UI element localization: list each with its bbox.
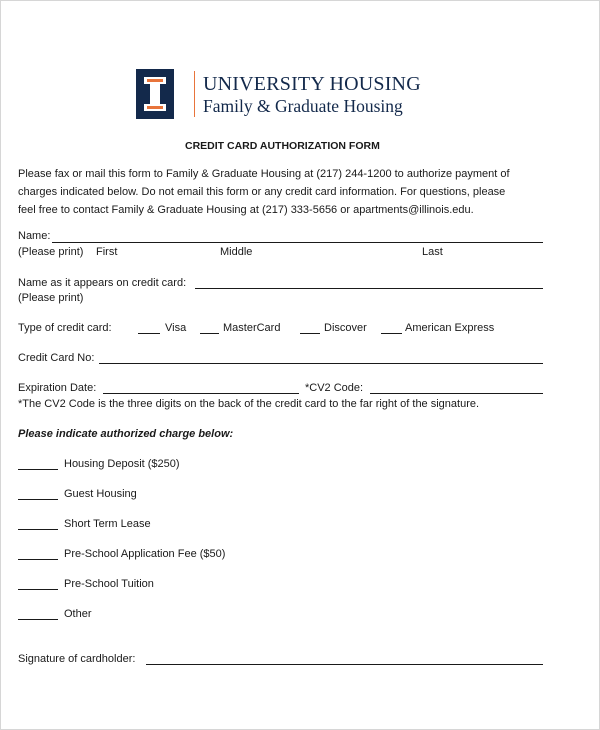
- card-name-label: Name as it appears on credit card:: [18, 277, 187, 289]
- charge-housing-deposit: Housing Deposit ($250): [64, 458, 180, 470]
- card-type-visa: Visa: [165, 322, 187, 334]
- intro-line-2: charges indicated below. Do not email this form or any credit card information. For questions, please: [18, 186, 506, 198]
- charge-blank-guest-housing[interactable]: [18, 499, 58, 500]
- amex-checkbox-line[interactable]: [381, 333, 402, 334]
- name-input-line[interactable]: [52, 242, 543, 243]
- org-name: UNIVERSITY HOUSING: [203, 73, 421, 95]
- expiration-input-line[interactable]: [103, 393, 299, 394]
- card-number-label: Credit Card No:: [18, 352, 95, 364]
- cv2-label: *CV2 Code:: [305, 382, 364, 394]
- card-type-mastercard: MasterCard: [223, 322, 281, 334]
- name-middle-label: Middle: [220, 246, 253, 258]
- name-hint: (Please print): [18, 246, 84, 258]
- logo-divider: [194, 71, 195, 117]
- card-name-hint: (Please print): [18, 292, 84, 304]
- charge-blank-preschool-fee[interactable]: [18, 559, 58, 560]
- card-number-input-line[interactable]: [99, 363, 543, 364]
- mastercard-checkbox-line[interactable]: [200, 333, 219, 334]
- charge-guest-housing: Guest Housing: [64, 488, 137, 500]
- card-name-input-line[interactable]: [195, 288, 543, 289]
- charge-blank-housing-deposit[interactable]: [18, 469, 58, 470]
- charges-heading: Please indicate authorized charge below:: [18, 428, 234, 440]
- name-label: Name:: [18, 230, 51, 242]
- card-type-discover: Discover: [324, 322, 367, 334]
- charge-preschool-tuition: Pre-School Tuition: [64, 578, 154, 590]
- intro-line-1: Please fax or mail this form to Family & Graduate Housing at (217) 244-1200 to authorize payment of: [18, 168, 510, 180]
- card-type-label: Type of credit card:: [18, 322, 112, 334]
- visa-checkbox-line[interactable]: [138, 333, 160, 334]
- cv2-input-line[interactable]: [370, 393, 543, 394]
- signature-input-line[interactable]: [146, 664, 543, 665]
- cv2-note: *The CV2 Code is the three digits on the back of the credit card to the far right of the signature.: [18, 398, 480, 410]
- org-subname: Family & Graduate Housing: [203, 96, 403, 116]
- charge-blank-short-term-lease[interactable]: [18, 529, 58, 530]
- name-first-label: First: [96, 246, 118, 258]
- charge-other: Other: [64, 608, 92, 620]
- name-last-label: Last: [422, 246, 443, 258]
- card-type-amex: American Express: [405, 322, 495, 334]
- charge-preschool-fee: Pre-School Application Fee ($50): [64, 548, 226, 560]
- signature-label: Signature of cardholder:: [18, 653, 136, 665]
- expiration-label: Expiration Date:: [18, 382, 97, 394]
- form-title: CREDIT CARD AUTHORIZATION FORM: [185, 140, 380, 152]
- block-i-icon: [136, 69, 174, 119]
- discover-checkbox-line[interactable]: [300, 333, 320, 334]
- charge-blank-other[interactable]: [18, 619, 58, 620]
- intro-line-3: feel free to contact Family & Graduate Housing at (217) 333-5656 or apartments@illinois.edu.: [18, 204, 474, 216]
- charge-short-term-lease: Short Term Lease: [64, 518, 151, 530]
- charge-blank-preschool-tuition[interactable]: [18, 589, 58, 590]
